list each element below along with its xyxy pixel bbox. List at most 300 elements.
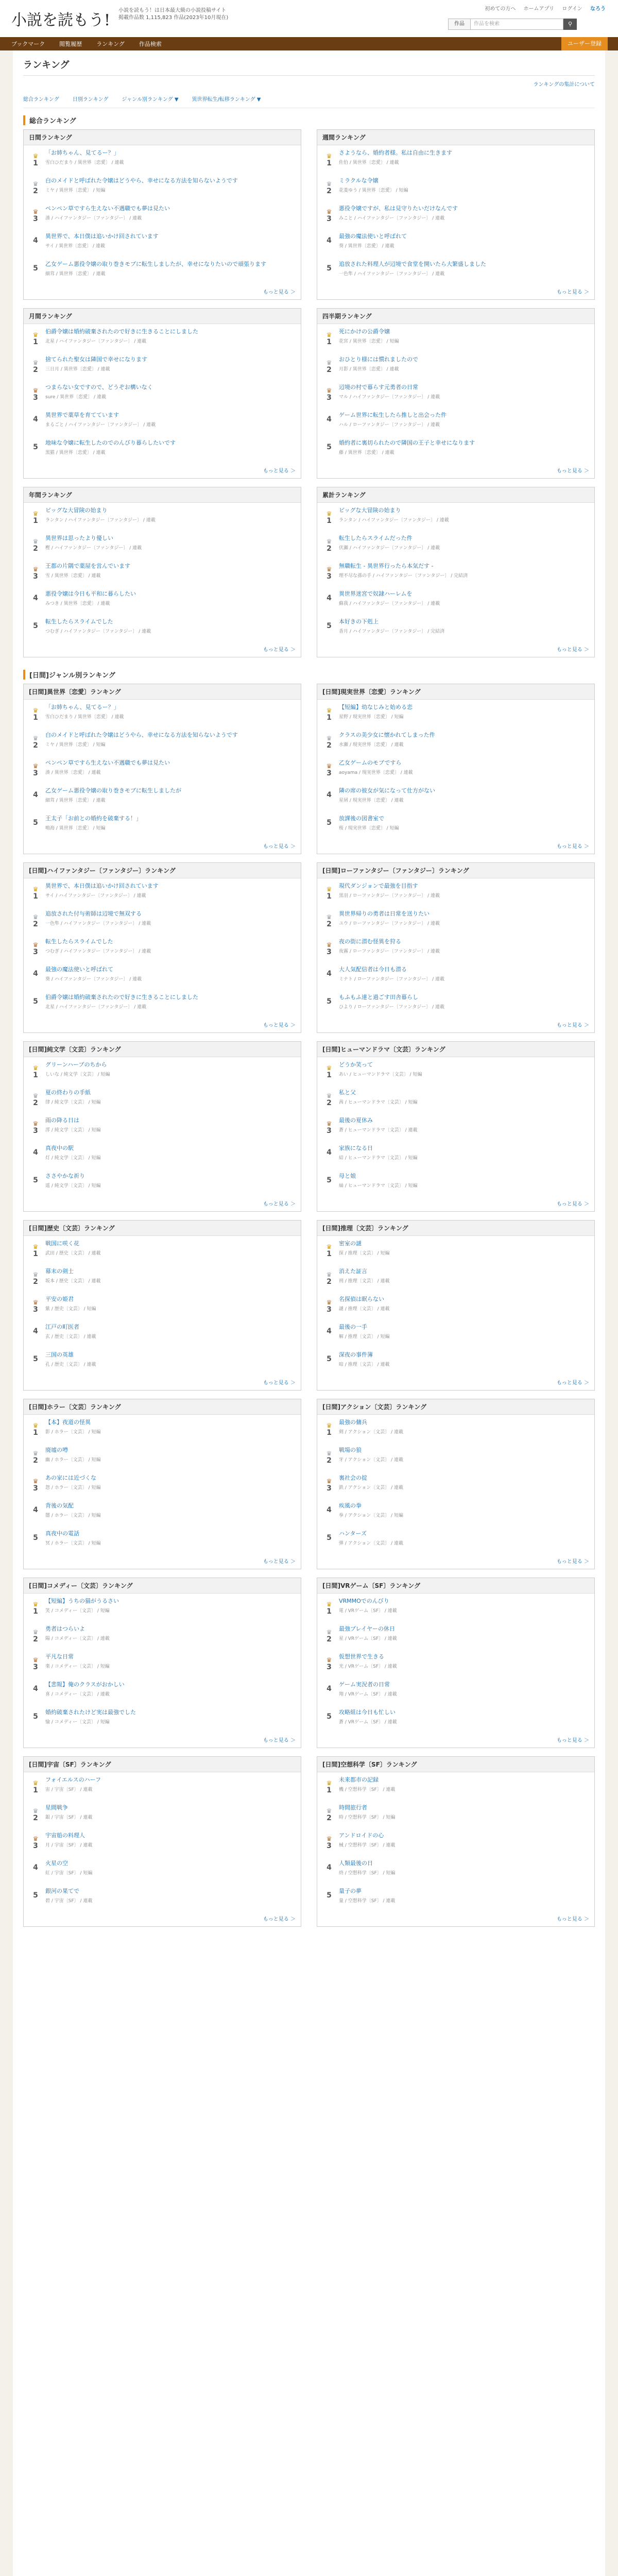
novel-meta: 光 / VRゲーム〔SF〕 / 連載 <box>339 1664 397 1669</box>
novel-title-link[interactable]: 異世界帰りの勇者は日常を送りたい <box>339 910 430 917</box>
list-item <box>317 1236 594 1264</box>
item-info <box>336 1351 589 1372</box>
novel-title-link[interactable]: 隣の席の彼女が気になって仕方がない <box>339 787 435 794</box>
item-info <box>336 439 589 461</box>
novel-title-link[interactable]: ペンペン草ですら生えない不遇職でも夢は見たい <box>45 205 170 212</box>
novel-title-link[interactable]: 平凡な日常 <box>45 1653 74 1660</box>
novel-title-link[interactable]: どうか笑って <box>339 1061 373 1068</box>
ranking-box-title: 月間ランキング <box>24 309 301 324</box>
novel-title-link[interactable]: ささやかな祈り <box>45 1173 85 1179</box>
novel-title-link[interactable]: 王都の片隅で薬屋を営んでいます <box>45 563 130 569</box>
rank-number: 5 <box>327 264 332 273</box>
more-link[interactable]: もっと見る ＞ <box>556 647 589 653</box>
list-item <box>317 1264 594 1292</box>
list-item <box>24 755 301 783</box>
more-link[interactable]: もっと見る ＞ <box>556 290 589 295</box>
crown-icon: ♛ <box>326 510 332 517</box>
novel-title-link[interactable]: 時間旅行者 <box>339 1804 367 1811</box>
rank-number: ♛ 2 <box>29 177 42 198</box>
more-link[interactable]: もっと見る ＞ <box>263 1559 296 1565</box>
nav-history[interactable]: 閲覧履歴 <box>59 41 82 47</box>
novel-title-link[interactable]: 「お姉ちゃん、見てるー？」 <box>45 704 119 710</box>
crown-icon: ♛ <box>32 913 39 921</box>
item-info <box>42 1172 296 1194</box>
rank-number: 5 <box>327 443 332 451</box>
nav-ranking[interactable]: ランキング <box>96 41 125 47</box>
brand-link[interactable]: なろう <box>590 6 606 12</box>
magnifier-icon[interactable]: ⚲ <box>563 19 577 30</box>
novel-title-link[interactable]: 乙女ゲームのモブですら <box>339 759 402 766</box>
item-info <box>42 965 296 987</box>
novel-meta: 蘇我 / ハイファンタジー〔ファンタジー〕 / 連載 <box>339 601 440 606</box>
item-info <box>42 1530 296 1551</box>
novel-title-link[interactable]: 転生したらスライムでした <box>45 618 113 625</box>
ranking-row <box>23 1756 595 1932</box>
rank-number: ♛ 1 <box>322 328 336 349</box>
more-link[interactable]: もっと見る ＞ <box>556 1917 589 1922</box>
novel-title-link[interactable]: 異世界で、本日僕は追いかけ回されています <box>45 233 159 240</box>
novel-title-link[interactable]: さようなら、婚約者様。私は自由に生きます <box>339 149 452 156</box>
list-item <box>317 700 594 727</box>
crown-icon: ♛ <box>326 1601 332 1608</box>
novel-title-link[interactable]: 異世界で薬草を育てています <box>45 412 119 418</box>
tab-isekai[interactable]: 異世界転生/転移ランキング ▼ <box>192 97 261 103</box>
site-header <box>0 0 618 37</box>
novel-title-link[interactable]: 最後の一手 <box>339 1324 367 1330</box>
item-info <box>336 1859 589 1881</box>
novel-title-link[interactable]: ビッグな大冒険の始まり <box>45 507 108 514</box>
novel-meta: 茜 / ヒューマンドラマ〔文芸〕 / 短編 <box>339 1100 418 1105</box>
ranking-box <box>23 1399 301 1569</box>
item-info <box>42 1061 296 1082</box>
novel-meta: しいな / 純文学〔文芸〕 / 短編 <box>45 1072 110 1077</box>
ranking-box-title: [日間]VRゲーム〔SF〕ランキング <box>317 1578 594 1594</box>
novel-meta: 弾 / アクション〔文芸〕 / 連載 <box>339 1541 404 1546</box>
list-item <box>317 324 594 352</box>
novel-title-link[interactable]: もふもふ達と過ごす田舎暮らし <box>339 994 418 1001</box>
crown-icon: ♛ <box>32 1092 39 1099</box>
novel-title-link[interactable]: 疾風の拳 <box>339 1502 362 1509</box>
item-info <box>336 1267 589 1289</box>
novel-title-link[interactable]: 勇者はつらいよ <box>45 1625 85 1632</box>
ranking-box <box>23 487 301 657</box>
crown-icon: ♛ <box>326 762 332 770</box>
crown-icon: ♛ <box>32 208 39 215</box>
rank-number: ♛ 2 <box>322 355 336 377</box>
novel-title-link[interactable]: 悪役令嬢は今日も平和に暮らしたい <box>45 590 136 597</box>
novel-meta: 玄 / 歴史〔文芸〕 / 連載 <box>45 1334 96 1340</box>
novel-title-link[interactable]: 最後の夏休み <box>339 1117 373 1124</box>
item-info <box>42 1887 296 1909</box>
more-link[interactable]: もっと見る ＞ <box>556 1023 589 1028</box>
item-info <box>42 787 296 808</box>
novel-title-link[interactable]: 幕末の剣士 <box>45 1268 74 1275</box>
novel-title-link[interactable]: 【悲報】俺のクラスがおかしい <box>45 1681 125 1688</box>
more-link[interactable]: もっと見る ＞ <box>556 1380 589 1386</box>
list-item <box>24 1621 301 1649</box>
novel-title-link[interactable]: 追放された料理人が辺境で食堂を開いたら大繁盛しました <box>339 261 486 267</box>
ranking-box-title: [日間]アクション〔文芸〕ランキング <box>317 1399 594 1415</box>
novel-title-link[interactable]: 人類最後の日 <box>339 1860 373 1867</box>
novel-title-link[interactable]: 雨の降る日は <box>45 1117 79 1124</box>
novel-meta: 黒羽 / ローファンタジー〔ファンタジー〕 / 連載 <box>339 893 440 899</box>
rank-number: ♛ 1 <box>29 1418 42 1440</box>
header-link-app[interactable]: ホームアプリ <box>523 6 555 12</box>
rank-number: 5 <box>33 1891 38 1900</box>
list-item <box>24 1649 301 1677</box>
novel-title-link[interactable]: 裏社会の掟 <box>339 1475 367 1481</box>
item-info <box>42 1859 296 1881</box>
item-info <box>336 1530 589 1551</box>
item-info <box>42 205 296 226</box>
novel-meta: 遥 / 純文学〔文芸〕 / 短編 <box>45 1183 101 1189</box>
site-tagline: 小説を読もう！は日本最大級の小説投稿サイト 掲載作品数 1,115,823 作品(2023年10月現在) <box>118 8 229 21</box>
novel-title-link[interactable]: 最強の傭兵 <box>339 1419 367 1426</box>
header-links <box>478 4 606 12</box>
novel-meta: aoyama / 現実世界〔恋愛〕 / 連載 <box>339 770 413 775</box>
novel-title-link[interactable]: アンドロイドの心 <box>339 1832 384 1839</box>
rank-number: 5 <box>33 819 38 827</box>
novel-title-link[interactable]: 最強の魔法使いと呼ばれて <box>339 233 407 240</box>
novel-title-link[interactable]: 宇宙船の料理人 <box>45 1832 85 1839</box>
search-type-select[interactable]: 作品 <box>448 19 471 30</box>
rank-number: ♛ 1 <box>29 149 42 171</box>
novel-meta: 佐伯 / 異世界〔恋愛〕 / 連載 <box>339 160 399 165</box>
novel-title-link[interactable]: 異世界迷宮で奴隷ハーレムを <box>339 590 413 597</box>
novel-title-link[interactable]: 捨てられた聖女は隣国で幸せになります <box>45 356 147 363</box>
novel-title-link[interactable]: 【本】夜道の怪異 <box>45 1419 91 1426</box>
novel-meta: 紫 / 歴史〔文芸〕 / 短編 <box>45 1307 96 1312</box>
novel-title-link[interactable]: 地味な令嬢に転生したのでのんびり暮らしたいです <box>45 439 176 446</box>
item-info <box>336 965 589 987</box>
list-item <box>317 229 594 257</box>
novel-title-link[interactable]: あの家には近づくな <box>45 1475 96 1481</box>
crown-icon: ♛ <box>326 359 332 366</box>
novel-title-link[interactable]: 現代ダンジョンで最強を目指す <box>339 883 418 889</box>
ranking-box-title: [日間]コメディー〔文芸〕ランキング <box>24 1578 301 1594</box>
novel-title-link[interactable]: 戦場の狼 <box>339 1447 362 1453</box>
item-info <box>336 1776 589 1798</box>
rank-number: ♛ 2 <box>322 910 336 931</box>
novel-title-link[interactable]: 最強プレイヤーの休日 <box>339 1625 396 1632</box>
novel-title-link[interactable]: 死にかけの公爵令嬢 <box>339 328 390 335</box>
ranking-box-title: [日間]純文学〔文芸〕ランキング <box>24 1042 301 1057</box>
novel-title-link[interactable]: 夏の終わりの手紙 <box>45 1089 91 1096</box>
novel-meta: 星 / VRゲーム〔SF〕 / 連載 <box>339 1636 397 1641</box>
rank-number: ♛ 2 <box>29 1089 42 1110</box>
more-link[interactable]: もっと見る ＞ <box>556 1738 589 1743</box>
list-item <box>317 352 594 380</box>
novel-title-link[interactable]: 量子の夢 <box>339 1888 362 1894</box>
novel-title-link[interactable]: 無職転生 - 異世界行ったら本気だす - <box>339 563 434 569</box>
rank-number: 5 <box>33 1713 38 1721</box>
item-info <box>42 1597 296 1619</box>
novel-title-link[interactable]: 攻略組は今日も忙しい <box>339 1709 396 1716</box>
novel-meta: みこと / ハイファンタジー〔ファンタジー〕 / 連載 <box>339 216 445 221</box>
novel-meta: 時 / 空想科学〔SF〕 / 短編 <box>339 1815 396 1820</box>
crown-icon: ♛ <box>326 1835 332 1842</box>
user-register-button[interactable]: ユーザー登録 <box>561 37 608 50</box>
more-link[interactable]: もっと見る ＞ <box>556 1201 589 1207</box>
list-item <box>24 1236 301 1264</box>
novel-title-link[interactable]: 白のメイドと呼ばれた令嬢はどうやら、幸せになる方法を知らないようです <box>45 177 238 184</box>
more-link[interactable]: もっと見る ＞ <box>263 1738 296 1743</box>
crown-icon: ♛ <box>326 1092 332 1099</box>
novel-title-link[interactable]: 密室の謎 <box>339 1240 362 1247</box>
novel-title-link[interactable]: 乙女ゲーム悪役令嬢の取り巻きモブに転生しましたが <box>45 787 181 794</box>
novel-meta: 一色隼 / ハイファンタジー〔ファンタジー〕 / 連載 <box>45 921 151 926</box>
novel-title-link[interactable]: VRMMOでのんびり <box>339 1598 389 1604</box>
list-item <box>24 878 301 906</box>
novel-title-link[interactable]: 伯爵令嬢は婚約破棄されたので好きに生きることにしました <box>45 328 198 335</box>
more-link[interactable]: もっと見る ＞ <box>263 290 296 295</box>
novel-title-link[interactable]: 伯爵令嬢は婚約破棄されたので好きに生きることにしました <box>45 994 198 1001</box>
novel-title-link[interactable]: ゲーム実況者の日常 <box>339 1681 390 1688</box>
novel-meta: 暗 / 推理〔文芸〕 / 連載 <box>339 1362 390 1367</box>
item-info <box>42 1804 296 1825</box>
novel-title-link[interactable]: フォイエルスのハーフ <box>45 1776 101 1783</box>
crown-icon: ♛ <box>32 1478 39 1485</box>
novel-meta: 剣 / アクション〔文芸〕 / 連載 <box>339 1430 404 1435</box>
search-input[interactable]: 作品を検索 <box>471 19 563 30</box>
nav-bookmark[interactable]: ブックマーク <box>11 41 45 47</box>
item-info <box>42 590 296 612</box>
more-link[interactable]: もっと見る ＞ <box>556 844 589 850</box>
header-link-guide[interactable]: 初めての方へ <box>485 6 516 12</box>
novel-title-link[interactable]: 平安の姫君 <box>45 1296 74 1302</box>
rank-number: ♛ 3 <box>29 759 42 781</box>
novel-title-link[interactable]: ミラクルな令嬢 <box>339 177 379 184</box>
novel-title-link[interactable]: 名探偵は眠らない <box>339 1296 384 1302</box>
ranking-box <box>23 1220 301 1391</box>
novel-meta: 三日月 / 異世界〔恋愛〕 / 連載 <box>45 367 110 372</box>
header-link-login[interactable]: ログイン <box>562 6 582 12</box>
novel-meta: ひより / ローファンタジー〔ファンタジー〕 / 連載 <box>339 1005 444 1010</box>
item-info <box>42 260 296 282</box>
novel-meta: 花宮 / 異世界〔恋愛〕 / 短編 <box>339 339 399 344</box>
item-info <box>336 1625 589 1647</box>
item-info <box>42 506 296 528</box>
novel-title-link[interactable]: 異世界で、本日僕は追いかけ回されています <box>45 883 159 889</box>
more-link[interactable]: もっと見る ＞ <box>263 1380 296 1386</box>
ranking-box <box>317 487 595 657</box>
novel-title-link[interactable]: 婚約破棄されたけど実は最強でした <box>45 1709 136 1716</box>
novel-title-link[interactable]: 大人気配信者は今日も潜る <box>339 966 407 973</box>
novel-meta: 電 / VRゲーム〔SF〕 / 連載 <box>339 1608 397 1614</box>
novel-title-link[interactable]: 星間戦争 <box>45 1804 68 1811</box>
list-item <box>24 1856 301 1884</box>
page-title: ランキング <box>23 50 595 76</box>
about-ranking-link[interactable]: ランキングの集計について <box>533 82 595 88</box>
rank-number: ♛ 2 <box>322 731 336 753</box>
ranking-tabs <box>23 88 595 108</box>
novel-title-link[interactable]: 王太子「お前との婚約を破棄する！」 <box>45 815 142 822</box>
novel-title-link[interactable]: 白のメイドと呼ばれた令嬢はどうやら、幸せになる方法を知らないようです <box>45 732 238 738</box>
nav-search[interactable]: 作品検索 <box>139 41 162 47</box>
rank-number: ♛ 3 <box>322 938 336 959</box>
more-link[interactable]: もっと見る ＞ <box>263 1201 296 1207</box>
rank-number: ♛ 1 <box>29 328 42 349</box>
novel-title-link[interactable]: ゲーム世界に転生したら推しと出会った件 <box>339 412 447 418</box>
tab-daily[interactable]: 日別ランキング <box>72 97 109 103</box>
more-link[interactable]: もっと見る ＞ <box>556 468 589 474</box>
item-info <box>336 703 589 725</box>
novel-title-link[interactable]: 廃墟の噂 <box>45 1447 68 1453</box>
novel-title-link[interactable]: 私と父 <box>339 1089 356 1096</box>
list-item <box>317 1677 594 1705</box>
novel-title-link[interactable]: 銀河の果てで <box>45 1888 79 1894</box>
novel-meta: 愉 / コメディー〔文芸〕 / 短編 <box>45 1720 110 1725</box>
novel-title-link[interactable]: ビッグな大冒険の始まり <box>339 507 401 514</box>
novel-meta: 夜霧 / ローファンタジー〔ファンタジー〕 / 連載 <box>339 949 440 954</box>
rank-number: ♛ 2 <box>322 1089 336 1110</box>
rank-number: ♛ 2 <box>29 534 42 556</box>
more-link[interactable]: もっと見る ＞ <box>556 1559 589 1565</box>
list-item <box>24 1800 301 1828</box>
list-item <box>24 531 301 558</box>
novel-meta: 細茸 / 異世界〔恋愛〕 / 連載 <box>45 798 106 803</box>
rank-number: ♛ 1 <box>29 1240 42 1261</box>
novel-title-link[interactable]: 江戸の町医者 <box>45 1324 79 1330</box>
item-info <box>336 534 589 556</box>
ranking-box-title: [日間]ホラー〔文芸〕ランキング <box>24 1399 301 1415</box>
novel-title-link[interactable]: 乙女ゲーム悪役令嬢の取り巻きモブに転生しましたが、幸せになりたいので頑張ります <box>45 261 266 267</box>
item-info <box>336 260 589 282</box>
novel-title-link[interactable]: クラスの美少女に懐かれてしまった件 <box>339 732 435 738</box>
rank-number: 4 <box>327 415 332 423</box>
item-info <box>336 731 589 753</box>
item-info <box>336 1653 589 1674</box>
rank-number: 5 <box>33 443 38 451</box>
list-item <box>317 503 594 531</box>
more-link[interactable]: もっと見る ＞ <box>263 1917 296 1922</box>
novel-title-link[interactable]: 転生したらスライムでした <box>45 938 113 945</box>
item-info <box>336 1804 589 1825</box>
rank-number: ♛ 2 <box>29 731 42 753</box>
crown-icon: ♛ <box>326 538 332 545</box>
novel-meta: つむぎ / ハイファンタジー〔ファンタジー〕 / 連載 <box>45 629 151 634</box>
novel-title-link[interactable]: ペンペン草ですら生えない不遇職でも夢は見たい <box>45 759 170 766</box>
novel-title-link[interactable]: おひとり様には慣れましたので <box>339 356 418 363</box>
novel-title-link[interactable]: 真夜中の駅 <box>45 1145 74 1151</box>
novel-meta: ランタン / ハイファンタジー〔ファンタジー〕 / 連載 <box>339 518 449 523</box>
rank-number: ♛ 1 <box>29 1776 42 1798</box>
tab-genre[interactable]: ジャンル別ランキング ▼ <box>122 97 179 103</box>
crown-icon: ♛ <box>32 1780 39 1787</box>
novel-meta: 水瀬 / 現実世界〔恋愛〕 / 連載 <box>339 742 404 748</box>
novel-title-link[interactable]: 放課後の図書室で <box>339 815 384 822</box>
item-info <box>336 1144 589 1166</box>
list-item <box>24 1264 301 1292</box>
ranking-box-title: 四半期ランキング <box>317 309 594 324</box>
novel-title-link[interactable]: 辺境の村で暮らす元勇者の日常 <box>339 384 418 391</box>
site-logo[interactable]: 小説を読もう! <box>11 11 111 29</box>
novel-title-link[interactable]: 転生したらスライムだった件 <box>339 535 413 541</box>
rank-number: 4 <box>327 594 332 602</box>
novel-meta: 影 / ホラー〔文芸〕 / 短編 <box>45 1430 101 1435</box>
tab-overall[interactable]: 総合ランキング <box>23 97 59 103</box>
crown-icon: ♛ <box>326 1629 332 1636</box>
crown-icon: ♛ <box>32 941 39 948</box>
list-item <box>24 201 301 229</box>
novel-meta: ユウ / ローファンタジー〔ファンタジー〕 / 連載 <box>339 921 440 926</box>
novel-title-link[interactable]: 仮想世界で生きる <box>339 1653 384 1660</box>
item-info <box>42 1832 296 1853</box>
novel-title-link[interactable]: グリーンハーブのちから <box>45 1061 107 1068</box>
rank-number: 4 <box>33 1685 38 1693</box>
novel-meta: 拳 / アクション〔文芸〕 / 短編 <box>339 1513 404 1518</box>
novel-meta: 北星 / ハイファンタジー〔ファンタジー〕 / 連載 <box>45 339 147 344</box>
item-info <box>336 355 589 377</box>
crown-icon: ♛ <box>326 886 332 893</box>
novel-meta: 理不尽な孫の手 / ハイファンタジー〔ファンタジー〕 / 完結済 <box>339 573 468 579</box>
item-info <box>336 232 589 254</box>
novel-title-link[interactable]: 火星の空 <box>45 1860 68 1867</box>
novel-title-link[interactable]: 夜の街に潜む怪異を狩る <box>339 938 401 945</box>
novel-title-link[interactable]: 背後の気配 <box>45 1502 74 1509</box>
list-item <box>317 1498 594 1526</box>
novel-title-link[interactable]: ハンターズ <box>339 1530 367 1537</box>
more-link[interactable]: もっと見る ＞ <box>263 647 296 653</box>
novel-title-link[interactable]: 「お姉ちゃん、見てるー？」 <box>45 149 119 156</box>
item-info <box>42 1323 296 1345</box>
novel-title-link[interactable]: 未来都市の記録 <box>339 1776 379 1783</box>
ranking-row <box>23 308 595 484</box>
item-info <box>42 618 296 639</box>
rank-number: ♛ 3 <box>29 1653 42 1674</box>
novel-title-link[interactable]: 【短編】幼なじみと始める恋 <box>339 704 413 710</box>
novel-title-link[interactable]: 追放された付与術師は辺境で無双する <box>45 910 142 917</box>
more-link[interactable]: もっと見る ＞ <box>263 844 296 850</box>
crown-icon: ♛ <box>326 735 332 742</box>
ranking-box <box>317 308 595 479</box>
ranking-box-title: [日間]宇宙〔SF〕ランキング <box>24 1757 301 1772</box>
item-info <box>336 149 589 171</box>
novel-title-link[interactable]: 婚約者に裏切られたので隣国の王子と幸せになります <box>339 439 475 446</box>
list-item <box>317 1168 594 1196</box>
novel-title-link[interactable]: 真夜中の電話 <box>45 1530 79 1537</box>
more-link[interactable]: もっと見る ＞ <box>263 468 296 474</box>
rank-number: ♛ 2 <box>29 910 42 931</box>
item-info <box>336 1887 589 1909</box>
list-item <box>24 380 301 408</box>
novel-title-link[interactable]: 三国の英雄 <box>45 1351 74 1358</box>
list-item <box>24 586 301 614</box>
novel-title-link[interactable]: 消えた証言 <box>339 1268 367 1275</box>
ranking-box <box>317 1756 595 1927</box>
novel-meta: 黒猫 / 異世界〔恋愛〕 / 連載 <box>45 450 106 455</box>
novel-title-link[interactable]: 戦国に咲く花 <box>45 1240 79 1247</box>
novel-title-link[interactable]: 本好きの下剋上 <box>339 618 379 625</box>
novel-title-link[interactable]: 【短編】うちの猫がうるさい <box>45 1598 119 1604</box>
list-item <box>24 1470 301 1498</box>
rank-number: ♛ 1 <box>322 1061 336 1082</box>
novel-title-link[interactable]: 家族になる日 <box>339 1145 373 1151</box>
crown-icon: ♛ <box>32 1835 39 1842</box>
novel-title-link[interactable]: 悪役令嬢ですが、私は見守りたいだけなんです <box>339 205 458 212</box>
novel-title-link[interactable]: 異世界は思ったより優しい <box>45 535 113 541</box>
novel-title-link[interactable]: 母と娘 <box>339 1173 356 1179</box>
novel-title-link[interactable]: つまらない女ですので、どうぞお構いなく <box>45 384 153 391</box>
list-item <box>24 1677 301 1705</box>
rank-number: ♛ 3 <box>29 1474 42 1496</box>
more-link[interactable]: もっと見る ＞ <box>263 1023 296 1028</box>
item-info <box>336 938 589 959</box>
rank-number: 4 <box>327 1863 332 1872</box>
novel-title-link[interactable]: 深夜の事件簿 <box>339 1351 373 1358</box>
novel-title-link[interactable]: 最強の魔法使いと呼ばれて <box>45 966 113 973</box>
item-info <box>42 993 296 1015</box>
